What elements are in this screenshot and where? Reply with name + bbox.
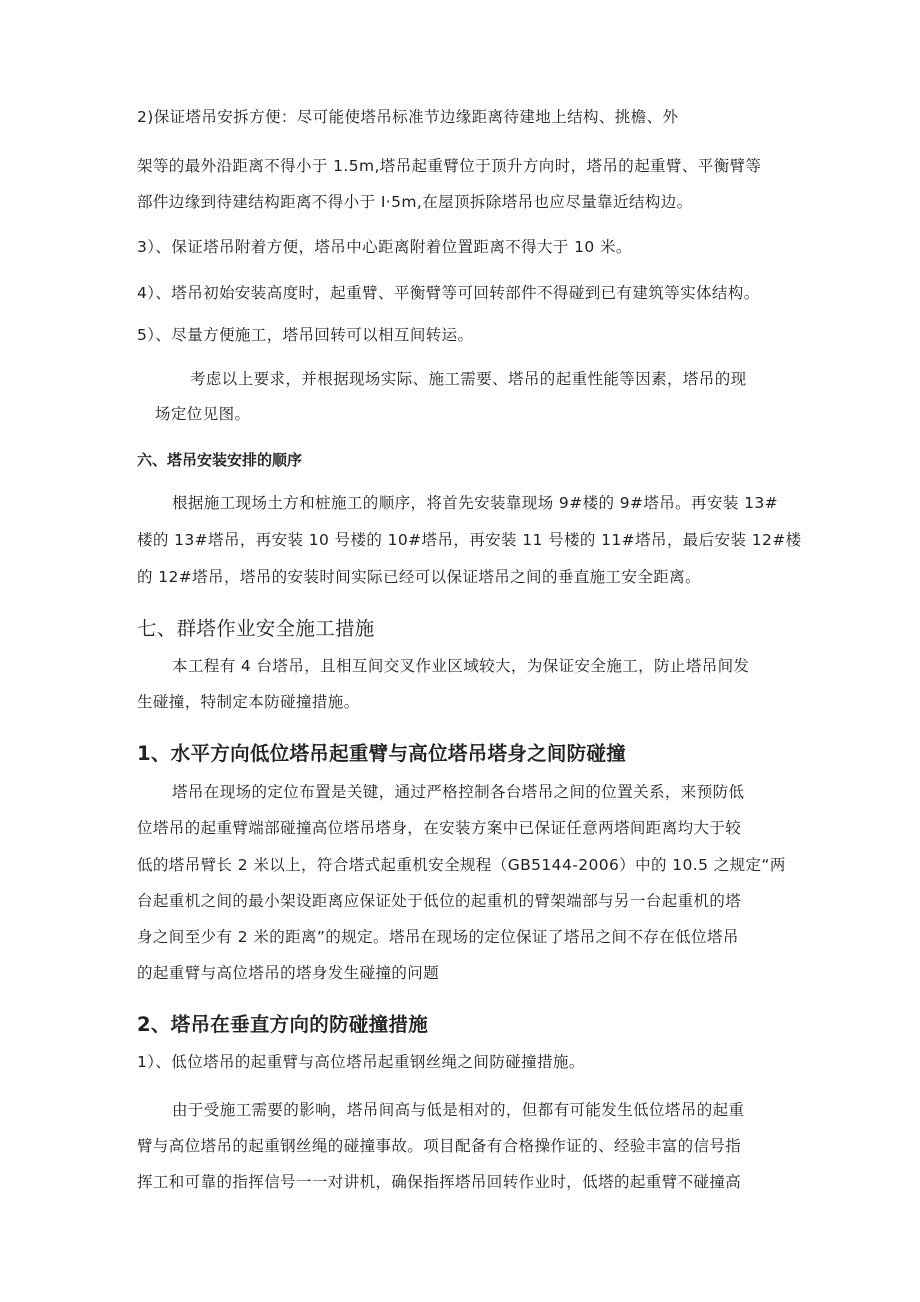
paragraph-line: 场定位见图。 [155, 405, 251, 423]
paragraph-line: 楼的 13#塔吊，再安装 10 号楼的 10#塔吊，再安装 11 号楼的 11#塔吊，最后安装 12#楼 [137, 531, 802, 549]
list-item: 4）、塔吊初始安装高度时，起重臂、平衡臂等可回转部件不得碰到已有建筑等实体结构。 [137, 284, 760, 302]
paragraph-line: 台起重机之间的最小架设距离应保证处于低位的起重机的臂架端部与另一台起重机的塔 [137, 892, 742, 910]
section-heading: 六、塔吊安装安排的顺序 [137, 451, 303, 469]
paragraph-line: 根据施工现场土方和桩施工的顺序，将首先安装靠现场 9#楼的 9#塔吊。再安装 13# [172, 494, 778, 512]
paragraph-line: 低的塔吊臂长 2 米以上，符合塔式起重机安全规程（GB5144-2006）中的 10.5 之规定“两 [137, 856, 786, 874]
paragraph-line: 本工程有 4 台塔吊，且相互间交叉作业区域较大，为保证安全施工，防止塔吊间发 [172, 657, 750, 675]
paragraph-line: 身之间至少有 2 米的距离”的规定。塔吊在现场的定位保证了塔吊之间不存在低位塔吊 [137, 928, 739, 946]
paragraph-line: 考虑以上要求，并根据现场实际、施工需要、塔吊的起重性能等因素，塔吊的现 [190, 370, 747, 388]
paragraph-line: 2)保证塔吊安拆方便：尽可能使塔吊标准节边缘距离待建地上结构、挑檐、外 [137, 108, 679, 126]
paragraph-line: 部件边缘到待建结构距离不得小于 I·5m,在屋顶拆除塔吊也应尽量靠近结构边。 [137, 193, 693, 211]
list-item: 3）、保证塔吊附着方便，塔吊中心距离附着位置距离不得大于 10 米。 [137, 238, 632, 256]
paragraph-line: 塔吊在现场的定位布置是关键，通过严格控制各台塔吊之间的位置关系，来预防低 [172, 783, 745, 801]
subsection-heading: 1、水平方向低位塔吊起重臂与高位塔吊塔身之间防碰撞 [137, 742, 627, 765]
list-item: 1）、低位塔吊的起重臂与高位塔吊起重钢丝绳之间防碰撞措施。 [137, 1053, 585, 1071]
paragraph-line: 挥工和可靠的指挥信号一一对讲机，确保指挥塔吊回转作业时，低塔的起重臂不碰撞高 [137, 1173, 742, 1191]
list-item: 5）、尽量方便施工，塔吊回转可以相互间转运。 [137, 326, 474, 344]
chapter-heading: 七、群塔作业安全施工措施 [137, 617, 375, 640]
subsection-heading: 2、塔吊在垂直方向的防碰撞措施 [137, 1013, 429, 1036]
paragraph-line: 由于受施工需要的影响，塔吊间高与低是相对的，但都有可能发生低位塔吊的起重 [172, 1101, 745, 1119]
paragraph-line: 生碰撞，特制定本防碰撞措施。 [137, 693, 360, 711]
paragraph-line: 的 12#塔吊，塔吊的安装时间实际已经可以保证塔吊之间的垂直施工安全距离。 [137, 568, 701, 586]
paragraph-line: 位塔吊的起重臂端部碰撞高位塔吊塔身，在安装方案中已保证任意两塔间距离均大于较 [137, 819, 742, 837]
paragraph-line: 臂与高位塔吊的起重钢丝绳的碰撞事故。项目配备有合格操作证的、经验丰富的信号指 [137, 1137, 742, 1155]
paragraph-line: 的起重臂与高位塔吊的塔身发生碰撞的问题 [137, 964, 440, 982]
paragraph-line: 架等的最外沿距离不得小于 1.5m,塔吊起重臂位于顶升方向时，塔吊的起重臂、平衡臂等 [137, 157, 762, 175]
